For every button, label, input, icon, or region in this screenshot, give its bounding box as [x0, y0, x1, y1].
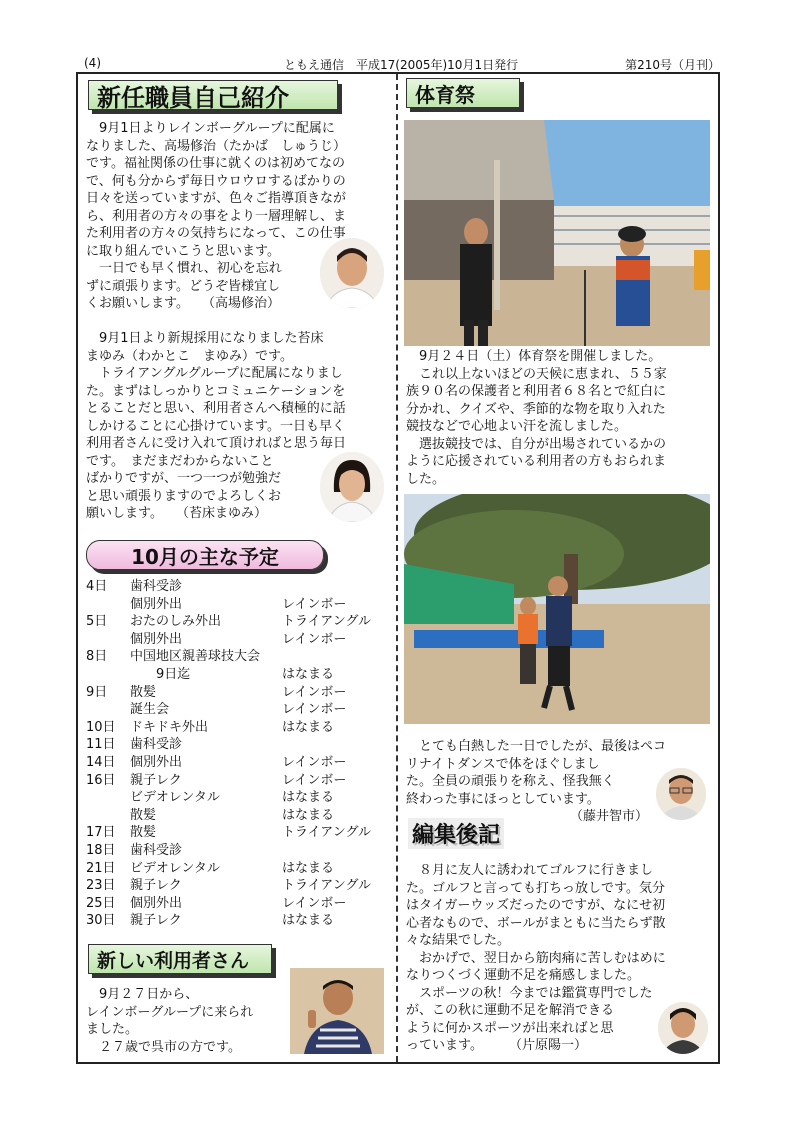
new-user-line: レインボーグループに来られ	[86, 1004, 254, 1020]
sports-day-heading-text: 体育祭	[415, 82, 475, 107]
staff-intro-line: に取り組んでいこうと思います。	[86, 243, 280, 259]
sports-day-heading	[406, 78, 520, 108]
schedule-place: レインボー	[282, 754, 347, 770]
editor-note-heading	[406, 818, 518, 848]
schedule-heading	[86, 540, 324, 570]
staff-intro-line: なりました、高場修治（たかば しゅうじ）	[86, 138, 347, 154]
schedule-event: 散髪	[130, 807, 157, 823]
schedule-row	[86, 684, 392, 702]
staff-intro-line: 9月1日よりレインボーグループに配属に	[99, 121, 335, 136]
schedule-place: レインボー	[282, 596, 347, 612]
staff-intro-line: です。 まだまだわからないこと	[86, 453, 274, 469]
editor-note-line: 心者なもので、ボールがまともに当たらず散	[406, 915, 666, 931]
schedule-event: 歯科受診	[130, 579, 183, 594]
schedule-event: 個別外出	[130, 895, 183, 911]
schedule-place: トライアングル	[282, 878, 372, 894]
schedule-date: 21日	[86, 860, 116, 876]
schedule-heading-text: 10月の主な予定	[131, 544, 279, 569]
schedule-list	[86, 578, 392, 930]
schedule-date: 17日	[86, 825, 116, 841]
editor-note-line: スポーツの秋！今までは鑑賞専門でした	[419, 985, 653, 1001]
sports-day-line: 9月２４日（土）体育祭を開催しました。	[419, 349, 662, 364]
editor-note-line: なりつくづく運動不足を痛感しました。	[406, 968, 641, 983]
staff-intro-line: です。福祉関係の仕事に就くのは初めてなの	[86, 156, 345, 171]
schedule-event: おたのしみ外出	[130, 614, 222, 630]
schedule-event: 親子レク	[130, 878, 182, 894]
schedule-place: はなまる	[282, 790, 335, 806]
schedule-place: レインボー	[282, 631, 347, 647]
schedule-event: ドキドキ外出	[130, 719, 209, 735]
schedule-row	[86, 701, 392, 719]
schedule-date: 25日	[86, 895, 116, 911]
schedule-row	[86, 842, 392, 860]
schedule-event: 個別外出	[130, 631, 183, 647]
person-photo	[290, 968, 384, 1054]
schedule-place: レインボー	[282, 684, 347, 700]
issue-number: 第210号（月刊）	[625, 58, 720, 72]
schedule-event: 親子レク	[130, 772, 182, 788]
staff-intro-line: まゆみ（わかとこ まゆみ）です。	[86, 348, 293, 364]
schedule-date: 5日	[86, 614, 108, 630]
schedule-row	[86, 789, 392, 807]
staff-intro-line: で、何も分からず毎日ウロウロするばかりの	[86, 173, 346, 189]
schedule-place: はなまる	[282, 719, 335, 735]
schedule-event: ビデオレンタル	[130, 860, 220, 876]
staff-intro-line: ら、利用者の方々の事をより一層理解し、ま	[86, 208, 347, 224]
schedule-row	[86, 666, 392, 684]
schedule-row	[86, 912, 392, 930]
person-icon	[320, 452, 384, 522]
editor-note-line: おかげで、翌日から筋肉痛に苦しむはめに	[419, 950, 666, 966]
schedule-event: 歯科受診	[130, 737, 183, 753]
schedule-row	[86, 648, 392, 666]
sports-day-signature: （藤井智市）	[570, 809, 649, 824]
schedule-row	[86, 596, 392, 614]
schedule-place: はなまる	[282, 913, 335, 929]
schedule-date: 10日	[86, 719, 116, 735]
sports-day-line: 分かれ、クイズや、季節的な物を取り入れた	[406, 401, 666, 417]
schedule-date: 18日	[86, 842, 116, 858]
sports-day-p1	[406, 348, 716, 488]
schedule-row	[86, 860, 392, 878]
staff-intro-line: と思い頑張りますのでよろしくお	[86, 488, 282, 504]
schedule-row	[86, 824, 392, 842]
schedule-event: 歯科受診	[130, 842, 183, 858]
sports-day-line: した。	[406, 471, 446, 487]
staff-intro-line: 日々を送っていますが、色々ご指導頂きなが	[86, 191, 347, 206]
new-user-text	[86, 986, 286, 1056]
staff-intro-line: しかけることに心掛けています。一日も早く	[86, 418, 345, 434]
sports-day-line: 選抜競技では、自分が出場されているかの	[419, 436, 667, 452]
staff-intro-line: ばかりですが、一つ一つが勉強だ	[86, 471, 282, 486]
schedule-event: 中国地区親善球技大会	[130, 649, 261, 665]
schedule-event: 9日迄	[130, 666, 191, 682]
page-number: (4)	[84, 56, 101, 70]
schedule-event: 個別外出	[130, 596, 183, 612]
sports-day-line: 族９０名の保護者と利用者６８名とで紅白に	[406, 384, 667, 399]
sports-day-line: 競技などで心地よい汗を流しました。	[406, 419, 628, 434]
schedule-event: 散髪	[130, 684, 157, 700]
staff-portrait-takaba	[320, 238, 384, 308]
schedule-date: 9日	[86, 684, 108, 700]
schedule-place: レインボー	[282, 895, 347, 911]
staff-intro-line: 利用者さんに受け入れて頂ければと思う毎日	[86, 436, 347, 451]
schedule-row	[86, 631, 392, 649]
new-user-heading	[88, 944, 272, 974]
staff-intro-heading-text: 新任職員自己紹介	[97, 83, 289, 112]
staff-intro-line: 一日でも早く慣れ、初心を忘れ	[99, 261, 282, 276]
schedule-event: 親子レク	[130, 913, 182, 929]
schedule-row	[86, 772, 392, 790]
schedule-row	[86, 719, 392, 737]
editor-note-heading-text: 編集後記	[408, 818, 504, 849]
schedule-row	[86, 807, 392, 825]
schedule-date: 23日	[86, 878, 116, 894]
schedule-place: はなまる	[282, 666, 335, 682]
new-user-line: ２７歳で呉市の方です。	[99, 1039, 241, 1055]
schedule-row	[86, 877, 392, 895]
staff-intro-line: 9月1日より新規採用になりました苔床	[99, 331, 324, 346]
staff-intro-line: た。まずはしっかりとコミュニケーションを	[86, 383, 346, 399]
person-icon	[658, 1002, 708, 1054]
editor-note-line: っています。 （片原陽一）	[406, 1038, 587, 1053]
new-user-heading-text: 新しい利用者さん	[97, 949, 250, 972]
schedule-place: トライアングル	[282, 825, 372, 841]
schedule-date: 8日	[86, 649, 108, 665]
sports-day-line: ように応援されている利用者の方もおられま	[406, 454, 667, 469]
column-divider	[396, 74, 398, 1062]
sports-day-line: た。全員の頑張りを称え、怪我無く	[406, 774, 615, 789]
staff-intro-line: た利用者の方々の気持ちになって、この仕事	[86, 226, 346, 241]
schedule-place: レインボー	[282, 772, 347, 788]
sports-day-line: リナイトダンスで体をほぐしまし	[406, 756, 600, 772]
publication-line: ともえ通信 平成17(2005年)10月1日発行	[284, 58, 519, 72]
editor-note-line: 々な結果でした。	[406, 933, 511, 948]
schedule-row	[86, 895, 392, 913]
relay-race-photo	[404, 494, 710, 724]
schedule-row	[86, 578, 392, 596]
editor-note-line: ように何かスポーツが出来ればと思	[406, 1020, 614, 1036]
author-portrait-fujii	[656, 768, 706, 820]
schedule-date: 14日	[86, 754, 116, 770]
staff-intro-line: 願いします。 （苔床まゆみ）	[86, 506, 267, 521]
editor-note-line: ８月に友人に誘われてゴルフに行きまし	[419, 863, 654, 878]
staff-intro-line: ずに頑張ります。どうぞ皆様宜し	[86, 278, 280, 294]
schedule-place: レインボー	[282, 702, 347, 718]
staff-intro-line: くお願いします。 （高場修治）	[86, 296, 280, 311]
new-user-photo	[290, 968, 384, 1054]
schedule-date: 11日	[86, 737, 116, 753]
schedule-event: 誕生会	[130, 702, 170, 718]
school-ground-photo	[404, 120, 710, 346]
schedule-event: 個別外出	[130, 754, 183, 770]
schedule-date: 30日	[86, 913, 116, 929]
editor-note-line: た。ゴルフと言っても打ちっ放しです。気分	[406, 880, 665, 896]
schedule-date: 16日	[86, 772, 116, 788]
schedule-event: ビデオレンタル	[130, 790, 220, 806]
schedule-place: はなまる	[282, 860, 335, 876]
staff-portrait-wakatoko	[320, 452, 384, 522]
sports-day-line: とても白熱した一日でしたが、最後はペコ	[419, 739, 667, 754]
staff-intro-heading	[88, 80, 338, 110]
schedule-date: 4日	[86, 579, 108, 594]
editor-note-line: はタイガーウッズだったのですが、なにせ初	[406, 898, 666, 913]
schedule-place: トライアングル	[282, 614, 372, 630]
staff-intro-line: とることだと思い、利用者さんへ積極的に話	[86, 401, 346, 416]
author-portrait-katahara	[658, 1002, 708, 1054]
schedule-event: 散髪	[130, 825, 157, 841]
schedule-row	[86, 613, 392, 631]
sports-day-line: これ以上ないほどの天候に恵まれ、５５家	[419, 366, 667, 382]
person-icon	[656, 768, 706, 820]
new-user-line: 9月２７日から、	[99, 987, 199, 1002]
person-icon	[320, 238, 384, 308]
editor-note-line: が、この秋に運動不足を解消できる	[406, 1003, 615, 1018]
schedule-place: はなまる	[282, 807, 335, 823]
new-user-line: ました。	[86, 1022, 139, 1037]
sports-day-photo-1	[404, 120, 710, 346]
schedule-row	[86, 736, 392, 754]
sports-day-line: 終わった事にほっとしています。	[406, 791, 600, 807]
staff-intro-line: トライアングルグループに配属になりまし	[99, 366, 343, 381]
schedule-row	[86, 754, 392, 772]
sports-day-photo-2	[404, 494, 710, 724]
